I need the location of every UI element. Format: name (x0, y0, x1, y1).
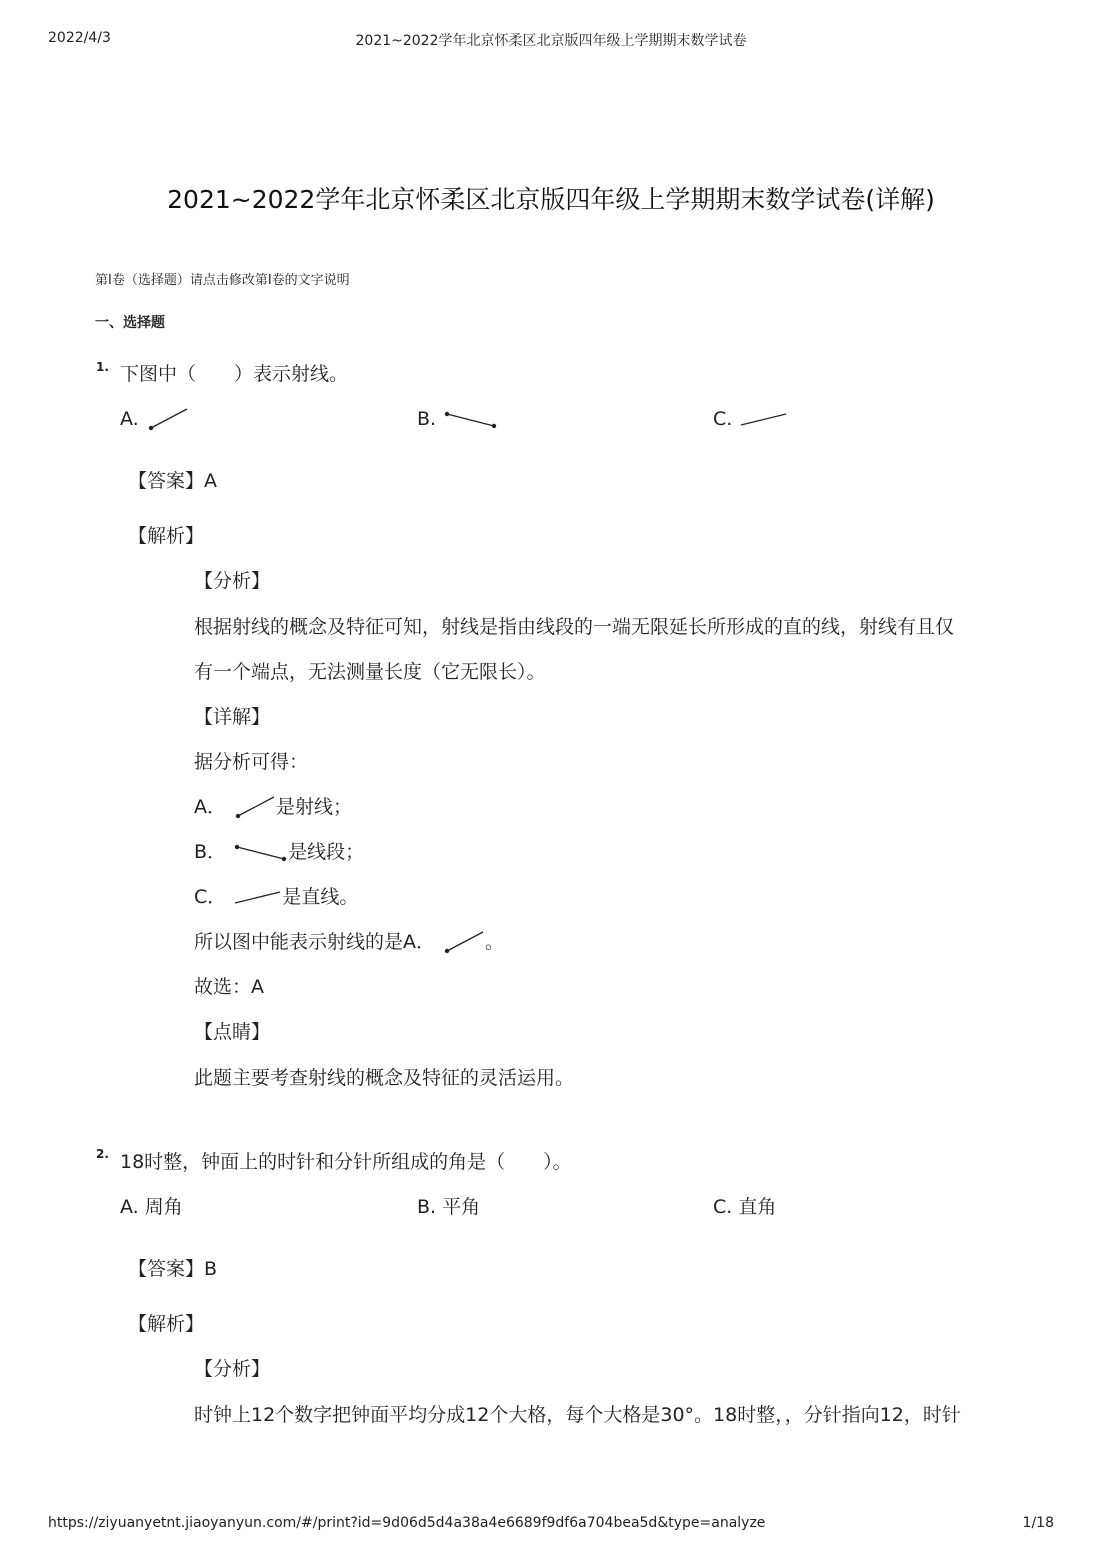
page-number: 1/18 (1022, 1515, 1054, 1531)
q1-detail-b-prefix: B． (194, 841, 227, 863)
q1-option-c-label: C. (713, 408, 733, 430)
q1-detail-b (194, 839, 364, 865)
segment-figure (442, 408, 498, 432)
q2-option-b: B. 平角 (417, 1196, 481, 1218)
q2-option-c: C. 直角 (713, 1196, 777, 1218)
q1-detail-a-suffix: 是射线； (276, 796, 353, 818)
q1-fenxi-line1: 根据射线的概念及特征可知，射线是指由线段的一端无限延长所形成的直的线，射线有且仅 (194, 616, 955, 638)
q1-conclusion-prefix: 所以图中能表示射线的是A． (194, 931, 435, 953)
line-figure (738, 410, 788, 430)
q1-choice: 故选：A (194, 976, 264, 998)
print-url: https://ziyuanyetnt.jiaoyanyun.com/#/print?id=9d06d5d4a38a4e6689f9df6a704bea5d&type=analyze (48, 1515, 766, 1531)
q2-fenxi-label: 【分析】 (194, 1358, 271, 1380)
ray-figure (232, 795, 276, 821)
q1-option-a (120, 406, 189, 433)
q1-xiangjie-label: 【详解】 (194, 706, 271, 728)
volume-note: 第I卷（选择题）请点击修改第I卷的文字说明 (95, 273, 350, 288)
q1-detail-c (194, 884, 358, 910)
q1-option-b-label: B. (417, 408, 437, 430)
q2-analysis-label: 【解析】 (128, 1313, 205, 1335)
print-header-title: 2021~2022学年北京怀柔区北京版四年级上学期期末数学试卷 (355, 33, 747, 49)
question-1-number: 1. (96, 360, 109, 374)
q1-detail-c-prefix: C． (194, 886, 227, 908)
q2-fenxi-line1: 时钟上12个数字把钟面平均分成12个大格，每个大格是30°。18时整，，分针指向12，时针 (194, 1404, 961, 1426)
question-2-number: 2. (96, 1147, 109, 1161)
q1-conclusion (194, 929, 504, 956)
q2-option-a: A. 周角 (120, 1196, 183, 1218)
line-figure (232, 888, 282, 908)
document-title: 2021~2022学年北京怀柔区北京版四年级上学期期末数学试卷(详解) (167, 185, 935, 214)
q1-fenxi-line2: 有一个端点，无法测量长度（它无限长）。 (194, 661, 546, 683)
q1-fenxi-label: 【分析】 (194, 570, 271, 592)
q1-detail-a-prefix: A． (194, 796, 226, 818)
q1-option-a-label: A. (120, 408, 139, 430)
ray-figure (145, 407, 189, 433)
q1-detail-c-suffix: 是直线。 (282, 886, 359, 908)
q1-detail-b-suffix: 是线段； (288, 841, 365, 863)
q2-answer: 【答案】B (128, 1258, 218, 1280)
q1-detail-a (194, 794, 352, 821)
question-1-stem: 下图中（ ）表示射线。 (120, 363, 349, 385)
q1-option-b (417, 406, 498, 432)
q1-option-c (713, 406, 788, 432)
q1-dianjing-label: 【点睛】 (194, 1021, 271, 1043)
ray-figure (441, 930, 485, 956)
q1-xiangjie-intro: 据分析可得： (194, 751, 309, 773)
q1-answer: 【答案】A (128, 470, 217, 492)
q1-conclusion-suffix: 。 (485, 931, 505, 953)
print-date: 2022/4/3 (48, 30, 111, 46)
question-2-stem: 18时整，钟面上的时针和分针所组成的角是（ ）。 (120, 1151, 572, 1173)
section-heading: 一、选择题 (95, 315, 165, 331)
q1-analysis-label: 【解析】 (128, 525, 205, 547)
segment-figure (232, 841, 288, 865)
q1-dianjing-text: 此题主要考查射线的概念及特征的灵活运用。 (194, 1067, 575, 1089)
